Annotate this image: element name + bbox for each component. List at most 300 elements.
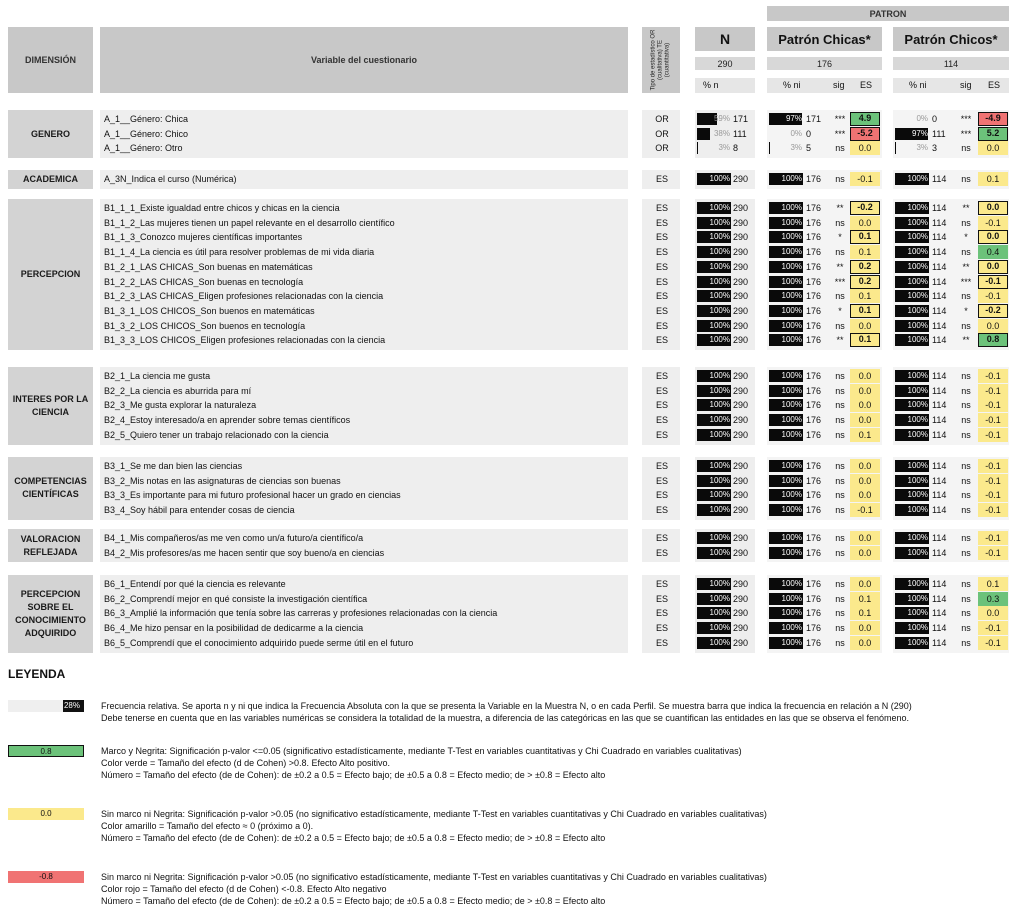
chicas-pct-bar (769, 460, 803, 472)
chicos-effect-size: 0.0 (978, 260, 1008, 274)
chicos-value: 114 (932, 579, 947, 589)
chicas-pct-bar (769, 173, 803, 185)
chicas-pct-bar (769, 276, 803, 288)
chicas-pct-bar (769, 305, 803, 317)
chicas-pct-bar (769, 414, 803, 426)
chicas-pct-bar-label: 100% (781, 505, 802, 515)
legend-text: Marco y Negrita: Significación p-valor <=0.05 (significativo estadísticamente, mediante T-Test en variables cuantitativas y Chi Cuadrado en variables cualitativas) (101, 746, 742, 756)
chicos-value: 114 (932, 505, 947, 516)
chicos-pct-bar (895, 578, 929, 590)
n-value: 290 (733, 305, 749, 316)
chicas-value: 176 (806, 174, 822, 184)
chicas-effect-size: -0.1 (850, 503, 880, 517)
chicos-pct-bar-label: 100% (907, 415, 928, 425)
chicas-pct-bar-label: 100% (781, 415, 802, 425)
n-value: 290 (733, 461, 749, 471)
chicos-effect-size: -0.1 (978, 398, 1008, 412)
chicos-subheader (893, 78, 1009, 93)
chicos-pct-bar-fill (895, 142, 896, 154)
chicas-pct-bar-label: 100% (781, 247, 802, 257)
chicas-effect-size: 0.0 (850, 216, 880, 230)
chicos-pct-bar (895, 128, 929, 140)
n-value: 290 (733, 247, 749, 258)
chicos-effect-size: -0.1 (978, 413, 1008, 427)
chicos-value: 114 (932, 276, 947, 287)
chicas-pct-bar-label: 100% (781, 533, 802, 542)
chicos-pct-bar (895, 637, 929, 649)
variable-name: A_1__Género: Chica (104, 114, 189, 124)
chicos-effect-size: -0.1 (978, 546, 1008, 560)
chicos-pct-bar-label: 100% (907, 261, 928, 271)
chicos-effect-size: -0.1 (978, 275, 1008, 289)
chicas-value: 176 (806, 371, 822, 381)
n-pct-bar-label: 100% (709, 505, 730, 515)
stat-type: ES (655, 320, 668, 331)
chicos-value: 114 (932, 371, 947, 381)
chicos-pct-bar (895, 231, 929, 243)
stat-type: ES (655, 291, 668, 302)
chicas-pct-bar (769, 334, 803, 346)
n-pct-bar (697, 113, 731, 125)
variable-name: B1_3_2_LOS CHICOS_Son buenos en tecnología (104, 320, 306, 331)
chicos-effect-size: -0.1 (978, 459, 1008, 473)
chicos-sig: ns (961, 547, 971, 558)
chicas-pct-bar-label: 3% (790, 143, 802, 153)
chicos-effect-size: 0.1 (978, 577, 1008, 591)
legend-text: Número = Tamaño del efecto (de de Cohen): de ±0.2 a 0.5 = Efecto bajo; de ±0.5 a 0.8 = Efecto medio; de > ±0.8 = Efecto alto (101, 896, 606, 906)
chicas-pct-bar (769, 547, 803, 559)
chicos-pct-bar-label: 100% (907, 505, 928, 515)
chicas-value: 171 (806, 114, 822, 124)
n-pct-bar-label: 100% (709, 305, 730, 315)
n-value: 290 (733, 475, 749, 486)
chicos-pct-bar-label: 100% (907, 579, 928, 588)
chicos-value: 114 (932, 623, 947, 634)
n-value: 290 (733, 608, 749, 619)
chicas-sig: ns (835, 579, 845, 589)
chicas-sig: ns (835, 461, 845, 471)
n-value: 290 (733, 335, 749, 346)
chicas-effect-size: 0.1 (850, 230, 880, 244)
chicas-pct-bar (769, 622, 803, 634)
patron-header: PATRON (767, 6, 1009, 21)
variable-name: B2_4_Estoy interesado/a en aprender sobre temas científicos (104, 415, 351, 426)
chicos-effect-size: -0.1 (978, 488, 1008, 502)
chicos-value: 114 (932, 305, 947, 316)
stat-type: ES (655, 547, 668, 558)
chicas-value: 176 (806, 232, 822, 243)
variable-name: B1_1_4_La ciencia es útil para resolver problemas de mi vida diaria (104, 247, 375, 258)
n-pct-bar (697, 231, 731, 243)
stat-type: ES (655, 400, 668, 411)
chicos-sig: * (964, 305, 968, 316)
chicos-sig: ns (961, 415, 971, 426)
stat-type: ES (655, 475, 668, 486)
chicas-pct-bar-label: 100% (781, 385, 802, 395)
chicos-pct-bar (895, 290, 929, 302)
n-value: 290 (733, 203, 749, 213)
dimension-1: ACADEMICA (8, 170, 93, 189)
chicas-effect-size: 0.0 (850, 546, 880, 560)
variable-name: B2_5_Quiero tener un trabajo relacionado con la ciencia (104, 429, 329, 440)
chicas-count: 176 (767, 57, 882, 70)
n-value: 290 (733, 429, 749, 440)
chicos-value: 114 (932, 608, 947, 619)
n-pct-bar (697, 370, 731, 382)
variable-name: B2_2_La ciencia es aburrida para mí (104, 385, 252, 396)
chicas-sig: ns (835, 174, 845, 184)
variable-name: B1_2_2_LAS CHICAS_Son buenas en tecnología (104, 276, 304, 287)
chicas-effect-size: 0.2 (850, 260, 880, 274)
chicas-pct-bar-label: 100% (781, 608, 802, 618)
chicos-effect-size: 0.1 (978, 172, 1008, 186)
chicos-pct-bar (895, 334, 929, 346)
chicas-effect-size: 0.0 (850, 141, 880, 155)
n-pct-bar (697, 593, 731, 605)
variable-name: A_1__Género: Otro (104, 143, 183, 154)
chicos-pct-bar-label: 100% (907, 547, 928, 557)
n-value: 290 (733, 276, 749, 287)
chicas-sig: ns (835, 593, 845, 604)
chicas-sig: ns (835, 291, 845, 302)
chicos-effect-size: -0.1 (978, 289, 1008, 303)
stat-type: ES (655, 247, 668, 258)
n-pct-bar (697, 475, 731, 487)
chicas-pct-bar-label: 100% (781, 429, 802, 439)
chicas-value: 176 (806, 291, 822, 302)
stat-type: ES (655, 385, 668, 396)
chicos-pct-bar-label: 100% (907, 335, 928, 345)
n-value: 290 (733, 385, 749, 396)
n-value: 290 (733, 232, 749, 243)
chicos-effect-size: -0.1 (978, 216, 1008, 230)
chicos-pct-bar (895, 593, 929, 605)
chicas-sig: ns (835, 415, 845, 426)
chicos-sig: ns (961, 505, 971, 516)
chicas-effect-size: -5.2 (850, 127, 880, 141)
n-pct-bar-label: 100% (709, 579, 730, 588)
n-pct-bar-label: 100% (709, 637, 730, 647)
chicos-pct-bar (895, 276, 929, 288)
chicos-sig: ns (961, 475, 971, 486)
chicas-pct-bar (769, 142, 803, 154)
chicas-effect-size: -0.2 (850, 201, 880, 215)
chicos-sig: ns (961, 429, 971, 440)
chicos-sig: ns (961, 143, 971, 154)
chicos-sig: ns (961, 593, 971, 604)
chicos-value: 114 (932, 637, 947, 648)
chicos-value: 114 (932, 415, 947, 426)
dimension-5: VALORACION REFLEJADA (8, 529, 93, 562)
chicos-sig: * (964, 232, 968, 243)
n-pct-bar-label: 100% (709, 608, 730, 618)
chicas-sig: ns (835, 143, 845, 154)
n-pct-bar-label: 100% (709, 291, 730, 301)
chicos-effect-size: 0.0 (978, 319, 1008, 333)
n-pct-bar-label: 59% (713, 114, 730, 123)
chicos-pct-bar (895, 320, 929, 332)
chicos-pct-bar (895, 246, 929, 258)
chicas-pct-bar (769, 261, 803, 273)
chicos-pct-bar (895, 261, 929, 273)
chicos-value: 114 (932, 174, 947, 184)
stat-type: ES (655, 608, 668, 619)
chicas-value: 176 (806, 533, 822, 543)
chicos-header: Patrón Chicos* (893, 27, 1009, 51)
chicos-pct-bar (895, 547, 929, 559)
chicas-pct-bar (769, 290, 803, 302)
chicos-pct-bar (895, 305, 929, 317)
n-pct-bar (697, 504, 731, 516)
n-header: N (695, 27, 755, 51)
chicas-value: 176 (806, 335, 822, 346)
chicas-effect-size: 0.1 (850, 333, 880, 347)
n-pct-bar-label: 100% (709, 385, 730, 395)
n-value: 290 (733, 490, 749, 501)
chicas-value: 176 (806, 593, 822, 604)
n-pct-bar (697, 414, 731, 426)
n-pct-bar-label: 100% (709, 400, 730, 410)
n-subheader (695, 78, 755, 93)
variable-name: B1_1_1_Existe igualdad entre chicos y chicas en la ciencia (104, 203, 340, 213)
chicas-pct-bar-label: 100% (781, 335, 802, 345)
legend-title: LEYENDA (8, 667, 66, 681)
stat-type: OR (655, 114, 669, 124)
variable-name: B1_1_3_Conozco mujeres científicas importantes (104, 232, 303, 243)
chicos-pct-bar-label: 0% (916, 114, 928, 123)
legend-text: Número = Tamaño del efecto (de de Cohen): de ±0.2 a 0.5 = Efecto bajo; de ±0.5 a 0.8 = Efecto medio; de > ±0.8 = Efecto alto (101, 770, 606, 780)
chicas-value: 176 (806, 505, 822, 516)
stat-type: ES (655, 203, 668, 213)
dimension-4: COMPETENCIAS CIENTÍFICAS (8, 457, 93, 520)
chicas-pct-bar-label: 100% (781, 371, 802, 380)
chicas-pct-bar (769, 532, 803, 544)
chicos-pct-bar-label: 100% (907, 320, 928, 330)
variable-name: B2_3_Me gusta explorar la naturaleza (104, 400, 257, 411)
stat-type: ES (655, 415, 668, 426)
chicos-pct-bar-label: 100% (907, 623, 928, 633)
chicas-sig: ns (835, 320, 845, 331)
stat-type: ES (655, 533, 668, 543)
chicos-value: 114 (932, 247, 947, 258)
chicos-effect-size: -0.1 (978, 369, 1008, 383)
chicas-effect-size: 0.0 (850, 398, 880, 412)
chicas-sig: ns (835, 623, 845, 634)
n-value: 290 (733, 415, 749, 426)
chicos-pct-bar (895, 460, 929, 472)
chicos-sig: ** (962, 261, 970, 272)
stat-type: OR (655, 128, 669, 139)
stat-type: ES (655, 593, 668, 604)
chicos-pct-bar (895, 399, 929, 411)
n-pct-bar-label: 100% (709, 232, 730, 242)
n-pct-bar (697, 622, 731, 634)
chicos-sig: ns (961, 217, 971, 228)
chicos-pct-bar (895, 475, 929, 487)
chicas-pct-bar-label: 100% (781, 276, 802, 286)
chicos-pct-bar-label: 100% (907, 461, 928, 470)
stat-type: ES (655, 505, 668, 516)
variable-name: B3_3_Es importante para mi futuro profesional hacer un grado en ciencias (104, 490, 401, 501)
chicas-pct-bar (769, 578, 803, 590)
n-pct-bar (697, 547, 731, 559)
chicas-pct-bar (769, 231, 803, 243)
chicos-effect-size: 0.4 (978, 245, 1008, 259)
n-pct-bar-label: 100% (709, 320, 730, 330)
chicas-pct-bar (769, 607, 803, 619)
chicos-value: 114 (932, 385, 947, 396)
chicos-effect-size: -0.1 (978, 474, 1008, 488)
variable-name: A_3N_Indica el curso (Numérica) (104, 174, 237, 184)
chicos-effect-size: 0.8 (978, 333, 1008, 347)
stat-type: ES (655, 371, 668, 381)
n-value: 290 (733, 623, 749, 634)
variable-name: B1_2_1_LAS CHICAS_Son buenas en matemáticas (104, 261, 313, 272)
chicos-pct-label: % ni (909, 80, 927, 90)
n-pct-bar (697, 290, 731, 302)
dimension-2: PERCEPCION (8, 199, 93, 350)
variable-name: B4_2_Mis profesores/as me hacen sentir que soy bueno/a en ciencias (104, 547, 385, 558)
chicos-effect-size: 0.3 (978, 592, 1008, 606)
n-pct-bar-label: 100% (709, 623, 730, 633)
chicas-effect-size: 0.1 (850, 428, 880, 442)
n-pct-bar-label: 3% (718, 143, 730, 153)
chicos-pct-bar (895, 429, 929, 441)
n-pct-bar-label: 100% (709, 490, 730, 500)
n-pct-bar (697, 261, 731, 273)
n-pct-bar-label: 100% (709, 593, 730, 603)
n-value: 290 (733, 400, 749, 411)
chicas-pct-bar-label: 100% (781, 579, 802, 588)
stat-type: ES (655, 623, 668, 634)
chicas-pct-bar (769, 399, 803, 411)
chicas-value: 176 (806, 461, 822, 471)
chicos-value: 114 (932, 461, 947, 471)
chicas-value: 176 (806, 547, 822, 558)
chicos-effect-size: 0.0 (978, 201, 1008, 215)
n-pct-bar-label: 100% (709, 461, 730, 470)
n-pct-bar-label: 100% (709, 217, 730, 227)
n-count: 290 (695, 57, 755, 70)
chicas-value: 176 (806, 623, 822, 634)
chicas-pct-bar-label: 100% (781, 461, 802, 470)
chicas-pct-bar-label: 100% (781, 320, 802, 330)
n-value: 111 (733, 128, 747, 139)
variable-name: B6_5_Comprendí que el conocimiento adquirido puede serme útil en el futuro (104, 637, 414, 648)
stat-type: ES (655, 217, 668, 228)
chicas-pct-bar-label: 100% (781, 593, 802, 603)
n-pct-bar (697, 217, 731, 229)
chicas-value: 176 (806, 305, 822, 316)
chicos-effect-size: -0.1 (978, 428, 1008, 442)
chicos-value: 114 (932, 475, 947, 486)
chicas-pct-bar (769, 489, 803, 501)
chicas-effect-size: 4.9 (850, 112, 880, 126)
chicas-sig: ** (836, 203, 844, 213)
chicas-value: 176 (806, 608, 822, 619)
chicas-header: Patrón Chicas* (767, 27, 882, 51)
n-pct-bar (697, 399, 731, 411)
chicas-effect-size: 0.1 (850, 304, 880, 318)
chicos-sig: ns (961, 247, 971, 258)
chicas-sig: ns (835, 533, 845, 543)
chicos-sig: ns (961, 623, 971, 634)
chicos-value: 114 (932, 547, 947, 558)
chicas-effect-size: 0.0 (850, 636, 880, 650)
n-pct-bar (697, 202, 731, 214)
chicas-pct-bar (769, 504, 803, 516)
chicas-value: 176 (806, 490, 822, 501)
chicos-value: 114 (932, 335, 947, 346)
n-pct-bar-label: 100% (709, 247, 730, 257)
chicas-sig: ns (835, 637, 845, 648)
n-value: 171 (733, 114, 749, 124)
chicos-pct-bar (895, 504, 929, 516)
chicos-sig: ns (961, 579, 971, 589)
chicas-pct-bar (769, 637, 803, 649)
chicas-value: 0 (806, 128, 812, 139)
n-pct-bar-label: 100% (709, 203, 730, 212)
variable-name: B1_2_3_LAS CHICAS_Eligen profesiones relacionadas con la ciencia (104, 291, 384, 302)
chicos-value: 114 (932, 203, 947, 213)
stat-type: ES (655, 579, 668, 589)
chicas-pct-bar (769, 429, 803, 441)
chicas-effect-size: 0.1 (850, 245, 880, 259)
chicos-sig: ns (961, 385, 971, 396)
chicos-sig: ns (961, 400, 971, 411)
stat-type: ES (655, 335, 668, 346)
chicas-effect-size: 0.0 (850, 459, 880, 473)
n-pct-bar (697, 532, 731, 544)
n-pct-bar-label: 100% (709, 174, 730, 183)
stat-type: ES (655, 174, 668, 184)
chicas-value: 176 (806, 217, 822, 228)
chicas-sig: * (838, 232, 842, 243)
chicos-sig: ns (961, 637, 971, 648)
stat-type: ES (655, 232, 668, 243)
chicas-pct-bar-label: 100% (781, 174, 802, 183)
chicos-pct-bar (895, 607, 929, 619)
legend-text: Debe tenerse en cuenta que en las variables numéricas se considera la totalidad de la muestra, a diferencia de las categóricas en las que se cuantifican las entidades en las que se observa el fenómeno. (101, 713, 909, 723)
chicos-pct-bar-label: 3% (916, 143, 928, 153)
chicas-pct-bar-fill (769, 142, 770, 154)
n-pct-bar (697, 385, 731, 397)
variable-name: B6_4_Me hizo pensar en la posibilidad de dedicarme a la ciencia (104, 623, 364, 634)
variable-name: B6_2_Comprendí mejor en qué consiste la investigación científica (104, 593, 368, 604)
n-pct-bar-label: 100% (709, 261, 730, 271)
stat-type: OR (655, 143, 669, 154)
chicos-pct-bar-label: 100% (907, 593, 928, 603)
chicos-sig: ns (961, 371, 971, 381)
n-value: 290 (733, 217, 749, 228)
chicos-pct-bar (895, 142, 929, 154)
chicos-pct-bar-label: 100% (907, 490, 928, 500)
chicas-value: 176 (806, 475, 822, 486)
n-value: 290 (733, 261, 749, 272)
chicos-pct-bar (895, 173, 929, 185)
chicos-effect-size: -0.1 (978, 531, 1008, 545)
n-pct-bar-fill (697, 128, 710, 140)
chicas-value: 176 (806, 637, 822, 648)
n-value: 290 (733, 320, 749, 331)
legend-swatch-frequency (8, 700, 84, 712)
chicas-pct-bar (769, 475, 803, 487)
chicos-sig: *** (960, 276, 972, 287)
chicos-pct-bar-label: 100% (907, 400, 928, 410)
chicos-pct-bar-label: 100% (907, 203, 928, 212)
chicos-sig: ns (961, 291, 971, 302)
chicos-value: 114 (932, 232, 947, 243)
